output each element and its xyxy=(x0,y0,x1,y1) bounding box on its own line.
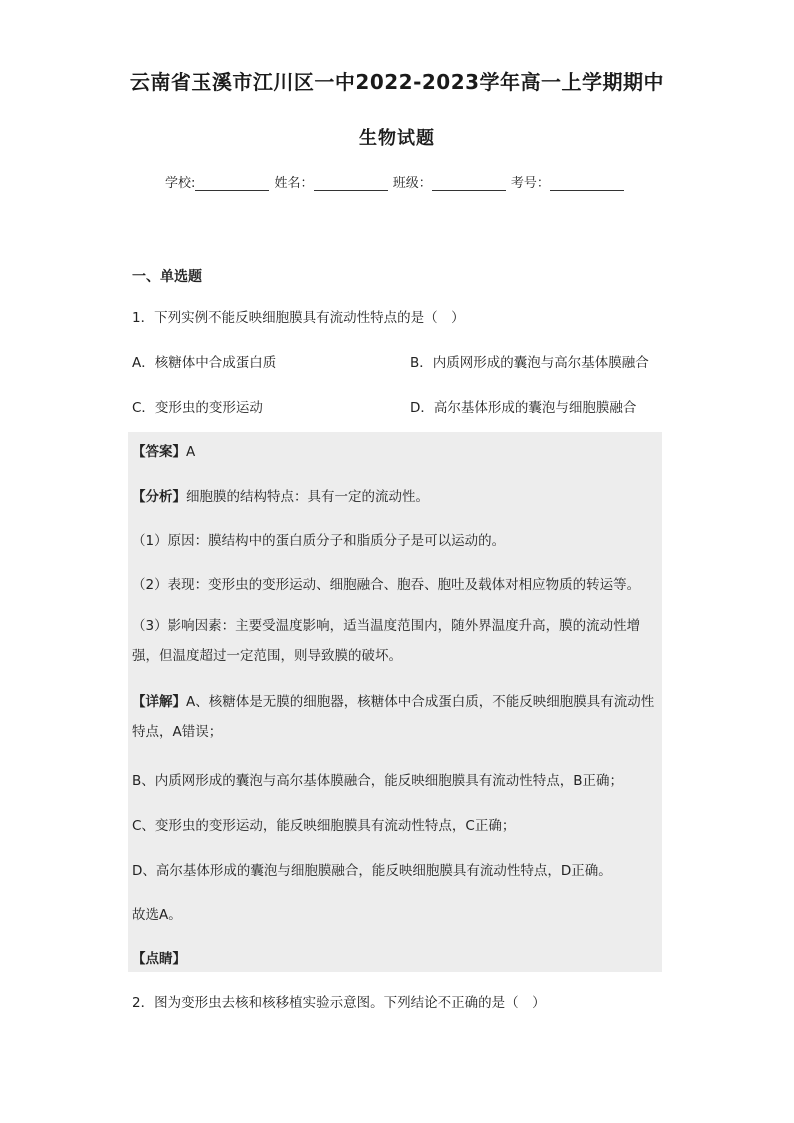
school-label: 学校: xyxy=(165,176,196,191)
detail-paragraph-a xyxy=(132,687,660,747)
answer-value: A xyxy=(186,444,196,460)
analysis-line xyxy=(132,485,429,505)
class-label: 班级： xyxy=(392,176,432,191)
analysis-point-2: （2）表现：变形虫的变形运动、细胞融合、胞吞、胞吐及载体对相应物质的转运等。 xyxy=(132,577,641,593)
exam-title: 云南省玉溪市江川区一中2022-2023学年高一上学期期中 xyxy=(129,70,665,94)
answer-line xyxy=(132,440,195,460)
exam-number-label: 考号： xyxy=(510,176,550,191)
detail-d: D、高尔基体形成的囊泡与细胞膜融合，能反映细胞膜具有流动性特点，D正确。 xyxy=(132,863,612,879)
exam-subtitle: 生物试题 xyxy=(359,128,435,149)
analysis-point-1: （1）原因：膜结构中的蛋白质分子和脂质分子是可以运动的。 xyxy=(132,533,506,549)
conclusion: 故选A。 xyxy=(132,907,182,923)
detail-label: 【详解】 xyxy=(132,694,186,710)
detail-c: C、变形虫的变形运动，能反映细胞膜具有流动性特点，C正确； xyxy=(132,818,516,834)
comment-label: 【点睛】 xyxy=(132,951,186,967)
school-blank xyxy=(195,176,269,191)
name-label: 姓名： xyxy=(274,176,314,191)
student-info-line xyxy=(165,172,625,191)
analysis-text: 细胞膜的结构特点：具有一定的流动性。 xyxy=(186,489,429,505)
question-1-option-b: B．内质网形成的囊泡与高尔基体膜融合 xyxy=(410,355,649,371)
question-1-option-a: A．核糖体中合成蛋白质 xyxy=(132,355,277,371)
name-blank xyxy=(314,176,388,191)
exam-number-blank xyxy=(550,176,624,191)
question-1-option-c: C．变形虫的变形运动 xyxy=(132,400,263,416)
detail-b: B、内质网形成的囊泡与高尔基体膜融合，能反映细胞膜具有流动性特点，B正确； xyxy=(132,773,624,789)
analysis-label: 【分析】 xyxy=(132,489,186,505)
class-blank xyxy=(432,176,506,191)
question-1-stem: 1．下列实例不能反映细胞膜具有流动性特点的是（ ） xyxy=(132,310,465,326)
answer-label: 【答案】 xyxy=(132,444,186,460)
analysis-point-3: （3）影响因素：主要受温度影响，适当温度范围内，随外界温度升高，膜的流动性增强，但温度超过一定范围，则导致膜的破坏。 xyxy=(132,618,641,664)
question-1-option-d: D．高尔基体形成的囊泡与细胞膜融合 xyxy=(410,400,637,416)
section-heading: 一、单选题 xyxy=(132,269,202,285)
detail-a-text: A、核糖体是无膜的细胞器，核糖体中合成蛋白质，不能反映细胞膜具有流动性特点，A错误； xyxy=(132,694,655,740)
question-2-stem: 2．图为变形虫去核和核移植实验示意图。下列结论不正确的是（ ） xyxy=(132,995,546,1011)
